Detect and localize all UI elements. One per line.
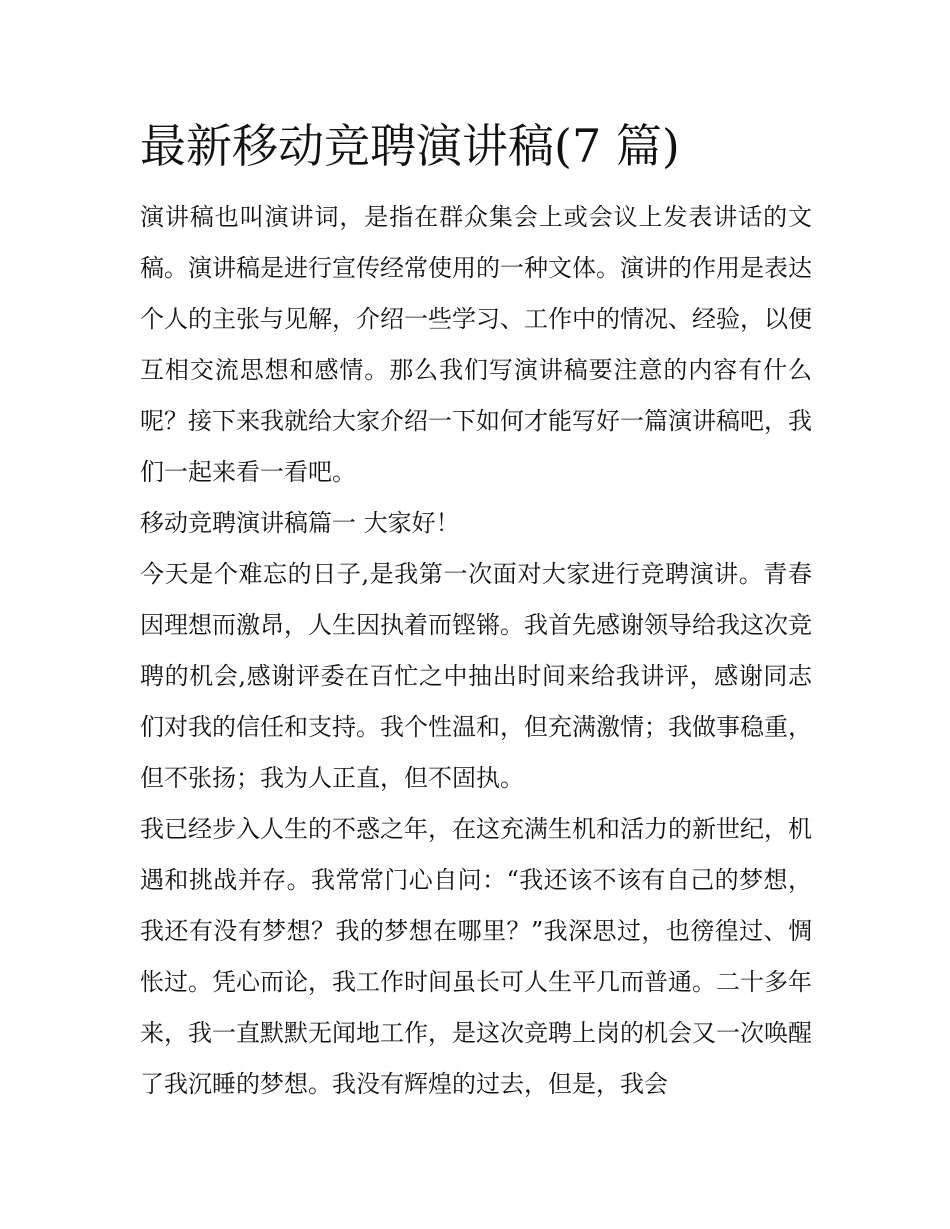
paragraph-body-1: 今天是个难忘的日子,是我第一次面对大家进行竞聘演讲。青春因理想而激昂，人生因执着而铿锵。我首先感谢领导给我这次竞聘的机会,感谢评委在百忙之中抽出时间来给我讲评，感谢同志们对我的信任和支持。我个性温和，但充满激情；我做事稳重，但不张扬；我为人正直，但不固执。 xyxy=(140,560,812,792)
page-title: 最新移动竞聘演讲稿(7 篇) xyxy=(140,119,680,173)
paragraph-body-2: 我已经步入人生的不惑之年，在这充满生机和活力的新世纪，机遇和挑战并存。我常常门心自问：“我还该不该有自己的梦想，我还有没有梦想？我的梦想在哪里？”我深思过，也徬徨过、惆怅过。凭心而论，我工作时间虽长可人生平几而普通。二十多年来，我一直默默无闻地工作，是这次竞聘上岗的机会又一次唤醒了我沉睡的梦想。我没有辉煌的过去，但是，我会 xyxy=(140,815,812,1098)
paragraph-intro: 演讲稿也叫演讲词，是指在群众集会上或会议上发表讲话的文稿。演讲稿是进行宣传经常使用的一种文体。演讲的作用是表达个人的主张与见解，介绍一些学习、工作中的情况、经验，以便互相交流思想和感情。那么我们写演讲稿要注意的内容有什么呢？接下来我就给大家介绍一下如何才能写好一篇演讲稿吧，我们一起来看一看吧。 xyxy=(140,203,812,486)
paragraph-section-heading: 移动竞聘演讲稿篇一 大家好！ xyxy=(140,509,460,537)
document-body xyxy=(140,114,812,1110)
